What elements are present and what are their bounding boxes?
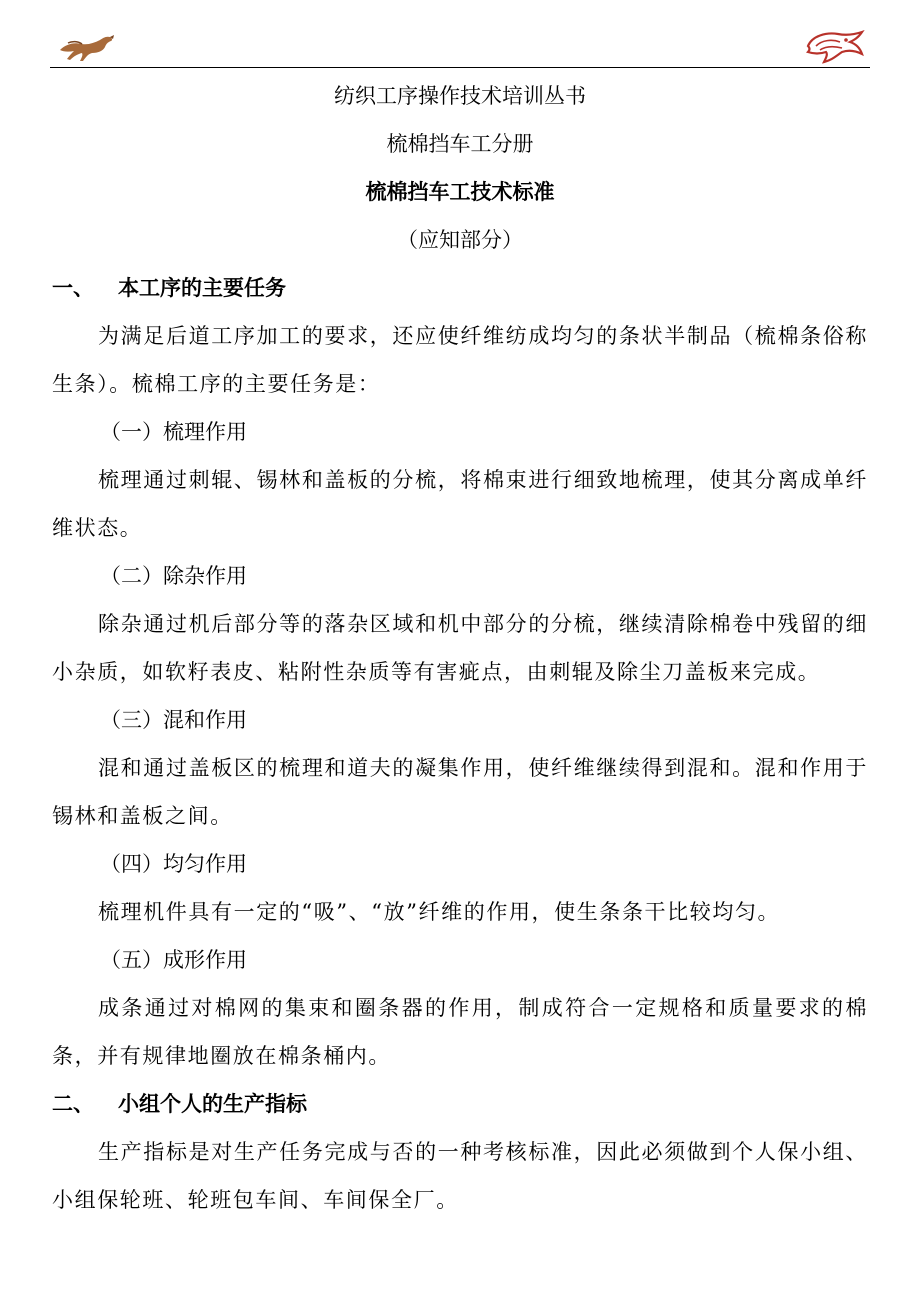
paragraph: 成条通过对棉网的集束和圈条器的作用，制成符合一定规格和质量要求的棉条，并有规律地圈放在棉条桶内。 (52, 996, 868, 1068)
paragraph: 梳理机件具有一定的“吸”、“放”纤维的作用，使生条条干比较均匀。 (98, 900, 781, 924)
page-header (50, 30, 870, 70)
section-heading-2 (52, 1080, 868, 1128)
sub-title: （应知部分） (397, 228, 523, 252)
sub-heading: （一）梳理作用 (100, 420, 247, 444)
sub-heading: （二）除杂作用 (100, 564, 247, 588)
section-number: 二、 (52, 1092, 94, 1116)
paragraph: 生产指标是对生产任务完成与否的一种考核标准，因此必须做到个人保小组、小组保轮班、轮班包车间、车间保全厂。 (52, 1140, 868, 1212)
sub-heading: （三）混和作用 (100, 708, 247, 732)
section-title: 小组个人的生产指标 (118, 1092, 307, 1116)
paragraph: 除杂通过机后部分等的落杂区域和机中部分的分梳，继续清除棉卷中残留的细小杂质，如软籽表皮、粘附性杂质等有害疵点，由刺辊及除尘刀盖板来完成。 (52, 612, 868, 684)
horse-emblem-icon (802, 30, 866, 64)
sub-heading: （五）成形作用 (100, 948, 247, 972)
section-number: 一、 (52, 276, 94, 300)
running-horse-icon (56, 32, 118, 64)
paragraph: 混和通过盖板区的梳理和道夫的凝集作用，使纤维继续得到混和。混和作用于锡林和盖板之间。 (52, 756, 868, 828)
document-body (52, 72, 868, 1224)
paragraph: 梳理通过刺辊、锡林和盖板的分梳，将棉束进行细致地梳理，使其分离成单纤维状态。 (52, 468, 868, 540)
section-heading-1 (52, 264, 868, 312)
sub-heading: （四）均匀作用 (100, 852, 247, 876)
volume-title: 梳棉挡车工分册 (386, 132, 534, 156)
main-title: 梳棉挡车工技术标准 (365, 180, 555, 204)
section-title: 本工序的主要任务 (118, 276, 286, 300)
paragraph: 为满足后道工序加工的要求，还应使纤维纺成均匀的条状半制品（梳棉条俗称生条）。梳棉工序的主要任务是： (52, 324, 868, 396)
header-divider (50, 67, 870, 68)
series-title: 纺织工序操作技术培训丛书 (334, 84, 586, 108)
